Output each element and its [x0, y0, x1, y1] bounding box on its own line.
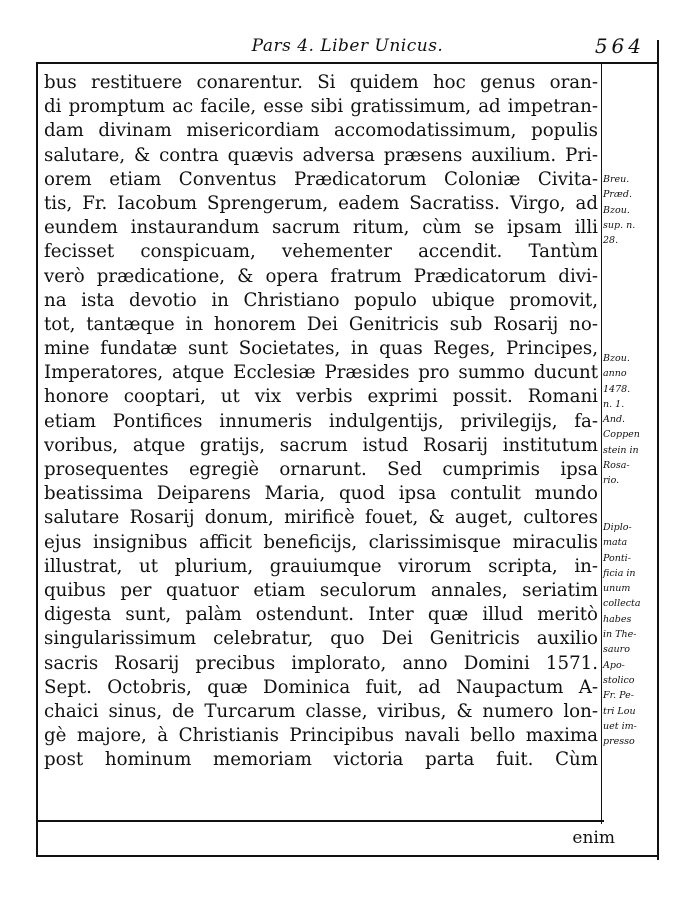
body-text [44, 71, 598, 772]
header-rule [38, 62, 658, 64]
body-line: honore cooptari, ut vix verbis exprimi possit. Romani [44, 386, 598, 408]
margin-note-line: Ponti- [603, 552, 631, 564]
body-line: Imperatores, atque Ecclesiæ Præsides pro summo ducunt [44, 362, 598, 384]
margin-note-line: And. [603, 414, 626, 426]
margin-note-line: mata [603, 537, 628, 549]
margin-note-line: tri Lou [603, 705, 636, 717]
margin-note-line: Apo- [603, 659, 625, 671]
margin-column-rule [601, 64, 602, 824]
margin-note-line: unum [603, 583, 631, 595]
body-line: singularissimum celebratur, quo Dei Genitricis auxilio [44, 628, 598, 650]
margin-note-line: 28. [603, 235, 619, 247]
margin-note-line: in The- [603, 629, 637, 641]
body-line: quibus per quatuor etiam seculorum annales, seriatim [44, 579, 598, 601]
margin-note-line: n. 1. [603, 398, 625, 410]
margin-note-line: stein in [603, 444, 639, 456]
body-line: ejus insignibus afficit beneficijs, clarissimisque miraculis [44, 531, 598, 553]
page-header [40, 30, 655, 60]
margin-note-line: stolico [603, 674, 635, 686]
body-line: verò prædicatione, & opera fratrum Prædicatorum divi- [44, 265, 598, 287]
margin-note-line: anno [603, 368, 627, 380]
running-title: Pars 4. Liber Unicus. [251, 36, 444, 56]
body-line: digesta sunt, palàm ostendunt. Inter quæ illud meritò [44, 604, 598, 626]
margin-note-line: 1478. [603, 383, 631, 395]
body-line: salutare Rosarij donum, mirificè fouet, & auget, cultores [44, 507, 598, 529]
margin-note-line: sauro [603, 644, 630, 656]
body-line: tis, Fr. Iacobum Sprengerum, eadem Sacratiss. Virgo, ad [44, 192, 598, 214]
margin-note [603, 520, 641, 749]
body-line: dam divinam misericordiam accomodatissimum, populis [44, 120, 598, 142]
margin-note-line: presso [603, 736, 635, 748]
margin-note-line: Fr. Pe- [603, 690, 634, 702]
body-line: tot, tantæque in honorem Dei Genitricis sub Rosarij no- [44, 313, 598, 335]
body-line: na ista devotio in Christiano populo ubique promovit, [44, 289, 598, 311]
body-line: gè majore, à Christianis Principibus navali bello maxima [44, 725, 598, 747]
margin-note [603, 172, 635, 248]
margin-note-line: sup. n. [603, 219, 636, 231]
margin-note-line: Rosa- [603, 460, 630, 472]
margin-note-line: ficia in [603, 567, 636, 579]
body-line: Sept. Octobris, quæ Dominica fuit, ad Naupactum A- [44, 676, 598, 698]
margin-note-line: rio. [603, 475, 620, 487]
catchword: enim [572, 828, 615, 848]
footer-rule [36, 820, 604, 822]
margin-note-line: Bzou. [603, 204, 630, 216]
body-line: prosequentes egregiè ornarunt. Sed cumprimis ipsa [44, 459, 598, 480]
body-line: di promptum ac facile, esse sibi gratissimum, ad impetran- [44, 96, 598, 118]
body-line: eundem instaurandum sacrum ritum, cùm se ipsam illi [44, 217, 598, 239]
margin-note-line: collecta [603, 598, 641, 610]
margin-note-line: Diplo- [603, 522, 632, 533]
margin-note-line: Breu. [603, 174, 630, 185]
margin-note [603, 351, 640, 489]
body-line: orem etiam Conventus Prædicatorum Coloniæ Civita- [44, 168, 598, 190]
body-line: salutare, & contra quævis adversa præsens auxilium. Pri- [44, 144, 598, 166]
bottom-frame-rule [36, 855, 658, 857]
body-line: post hominum memoriam victoria parta fuit. Cùm [44, 749, 598, 771]
body-line: illustrat, ut plurium, grauiumque virorum scripta, in- [44, 555, 598, 577]
body-line: fecisset conspicuam, vehementer accendit. Tantùm [44, 241, 598, 263]
margin-note-line: uet im- [603, 720, 637, 732]
body-line: etiam Pontifices innumeris indulgentijs, privilegijs, fa- [44, 410, 598, 432]
margin-note-line: Præd. [603, 189, 632, 201]
body-line: voribus, atque gratijs, sacrum istud Rosarij institutum [44, 434, 598, 456]
body-line: mine fundatæ sunt Societates, in quas Reges, Principes, [44, 338, 598, 360]
page-number: 564 [594, 34, 645, 58]
margin-note-line: Coppen [603, 429, 640, 441]
left-frame-rule [36, 62, 38, 857]
right-frame-rule [657, 40, 659, 860]
margin-note-line: Bzou. [603, 353, 630, 364]
body-line: sacris Rosarij precibus implorato, anno Domini 1571. [44, 652, 598, 674]
body-line: bus restituere conarentur. Si quidem hoc genus oran- [44, 72, 598, 93]
body-line: chaici sinus, de Turcarum classe, viribus, & numero lon- [44, 700, 598, 722]
body-line: beatissima Deiparens Maria, quod ipsa contulit mundo [44, 483, 598, 505]
margin-note-line: habes [603, 613, 632, 625]
